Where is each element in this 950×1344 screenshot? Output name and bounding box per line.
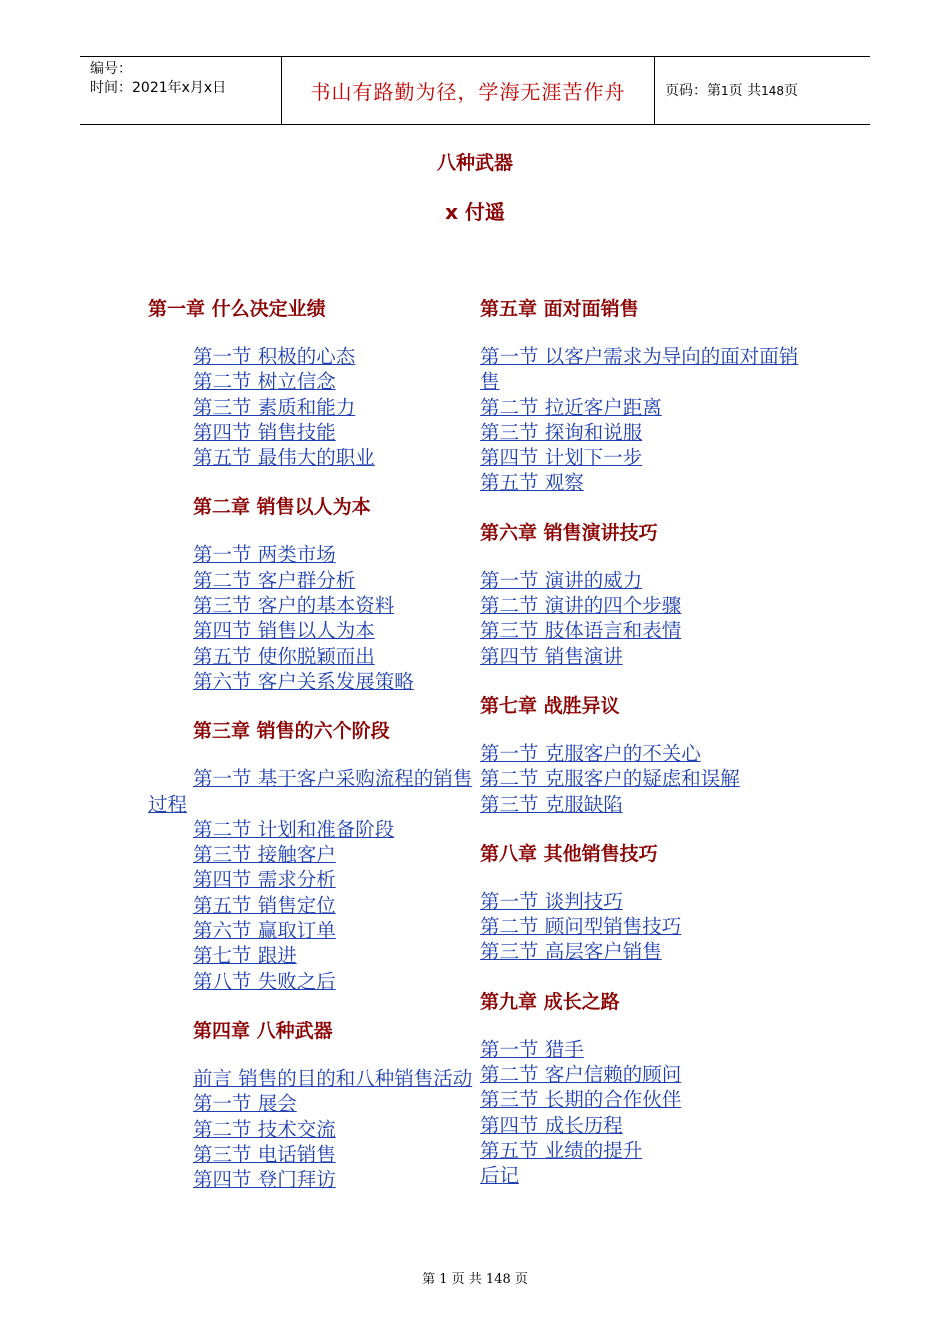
toc-link[interactable]: 第五节 使你脱颖而出 — [193, 644, 375, 668]
toc-link[interactable]: 第四节 计划下一步 — [480, 446, 643, 470]
toc-link[interactable]: 第四节 销售技能 — [193, 420, 336, 444]
toc-link[interactable]: 第一节 以客户需求为导向的面对面销售 — [480, 345, 799, 394]
toc-link[interactable]: 第一节 展会 — [193, 1092, 297, 1116]
chapter-heading: 第七章 战胜异议 — [480, 694, 620, 717]
toc-link[interactable]: 第八节 失败之后 — [193, 969, 336, 993]
toc-link[interactable]: 第三节 素质和能力 — [193, 395, 356, 419]
toc-link[interactable]: 第二节 客户信赖的顾问 — [480, 1063, 682, 1087]
chapter-heading: 第五章 面对面销售 — [480, 298, 639, 320]
toc-link[interactable]: 前言 销售的目的和八种销售活动 — [193, 1066, 473, 1090]
toc-link[interactable]: 第五节 最伟大的职业 — [193, 446, 375, 470]
toc-link[interactable]: 第三节 客户的基本资料 — [193, 594, 395, 618]
toc-link[interactable]: 第一节 克服客户的不关心 — [480, 741, 701, 765]
page-current: 1 — [721, 84, 729, 98]
chapter-heading: 第四章 八种武器 — [193, 1019, 333, 1042]
toc-link[interactable]: 第三节 电话销售 — [193, 1142, 336, 1166]
chapter-heading: 第三章 销售的六个阶段 — [193, 720, 390, 743]
number-label: 编号： — [90, 61, 132, 77]
toc-link[interactable]: 第二节 拉近客户距离 — [480, 395, 662, 419]
page-end: 页 — [784, 83, 798, 99]
toc-right-column — [480, 296, 810, 1189]
header-divider — [654, 56, 655, 125]
page-mid: 页 共 — [728, 83, 762, 99]
toc-link[interactable]: 第四节 需求分析 — [193, 868, 336, 892]
header-meta — [90, 60, 226, 98]
toc-link[interactable]: 第四节 成长历程 — [480, 1113, 623, 1137]
toc-link[interactable]: 第一节 演讲的威力 — [480, 568, 643, 592]
toc-link[interactable]: 第三节 克服缺陷 — [480, 792, 623, 816]
chapter-heading: 第六章 销售演讲技巧 — [480, 521, 658, 544]
toc-link[interactable]: 后记 — [480, 1164, 520, 1188]
page-total: 148 — [761, 84, 784, 98]
toc-link[interactable]: 第二节 技术交流 — [193, 1117, 336, 1141]
toc-link[interactable]: 第二节 顾问型销售技巧 — [480, 915, 682, 939]
toc-link[interactable]: 第七节 跟进 — [193, 944, 297, 968]
toc-link[interactable]: 第四节 销售以人为本 — [193, 619, 375, 643]
document-author: x 付遥 — [445, 200, 505, 224]
toc-link[interactable]: 第二节 树立信念 — [193, 370, 336, 394]
toc-link[interactable]: 第五节 观察 — [480, 471, 584, 495]
toc-link[interactable]: 第六节 赢取订单 — [193, 919, 336, 943]
chapter-heading: 第八章 其他销售技巧 — [480, 842, 658, 865]
toc-link[interactable]: 第五节 业绩的提升 — [480, 1138, 643, 1162]
toc-link[interactable]: 第二节 客户群分析 — [193, 568, 356, 592]
toc-link[interactable]: 第二节 演讲的四个步骤 — [480, 594, 682, 618]
toc-link[interactable]: 第四节 销售演讲 — [480, 644, 623, 668]
toc-link[interactable]: 第一节 猎手 — [480, 1037, 584, 1061]
toc-link[interactable]: 第一节 基于客户采购流程的销售过程 — [148, 767, 473, 816]
toc-link[interactable]: 第六节 客户关系发展策略 — [193, 669, 414, 693]
toc-link[interactable]: 第二节 克服客户的疑虑和误解 — [480, 767, 740, 791]
toc-left-column — [148, 296, 473, 1192]
time-label: 时间：2021年x月x日 — [90, 80, 227, 96]
chapter-heading: 第一章 什么决定业绩 — [148, 298, 326, 320]
toc-link[interactable]: 第三节 探询和说服 — [480, 420, 643, 444]
toc-link[interactable]: 第一节 两类市场 — [193, 543, 336, 567]
toc-link[interactable]: 第一节 积极的心态 — [193, 345, 356, 368]
page-label: 页码：第 — [665, 83, 721, 99]
toc-link[interactable]: 第二节 计划和准备阶段 — [193, 817, 395, 841]
header-page-info — [665, 80, 798, 100]
document-title: 八种武器 — [436, 152, 513, 174]
chapter-heading: 第二章 销售以人为本 — [193, 496, 371, 519]
toc-link[interactable]: 第三节 接触客户 — [193, 843, 336, 867]
chapter-heading: 第九章 成长之路 — [480, 990, 620, 1013]
toc-link[interactable]: 第三节 高层客户销售 — [480, 940, 662, 964]
toc-link[interactable]: 第三节 长期的合作伙伴 — [480, 1088, 682, 1112]
toc-link[interactable]: 第四节 登门拜访 — [193, 1168, 336, 1192]
toc-link[interactable]: 第三节 肢体语言和表情 — [480, 619, 682, 643]
page-footer: 第 1 页 共 148 页 — [422, 1272, 528, 1287]
toc-link[interactable]: 第五节 销售定位 — [193, 893, 336, 917]
header-motto: 书山有路勤为径，学海无涯苦作舟 — [310, 80, 626, 104]
toc-link[interactable]: 第一节 谈判技巧 — [480, 889, 623, 913]
